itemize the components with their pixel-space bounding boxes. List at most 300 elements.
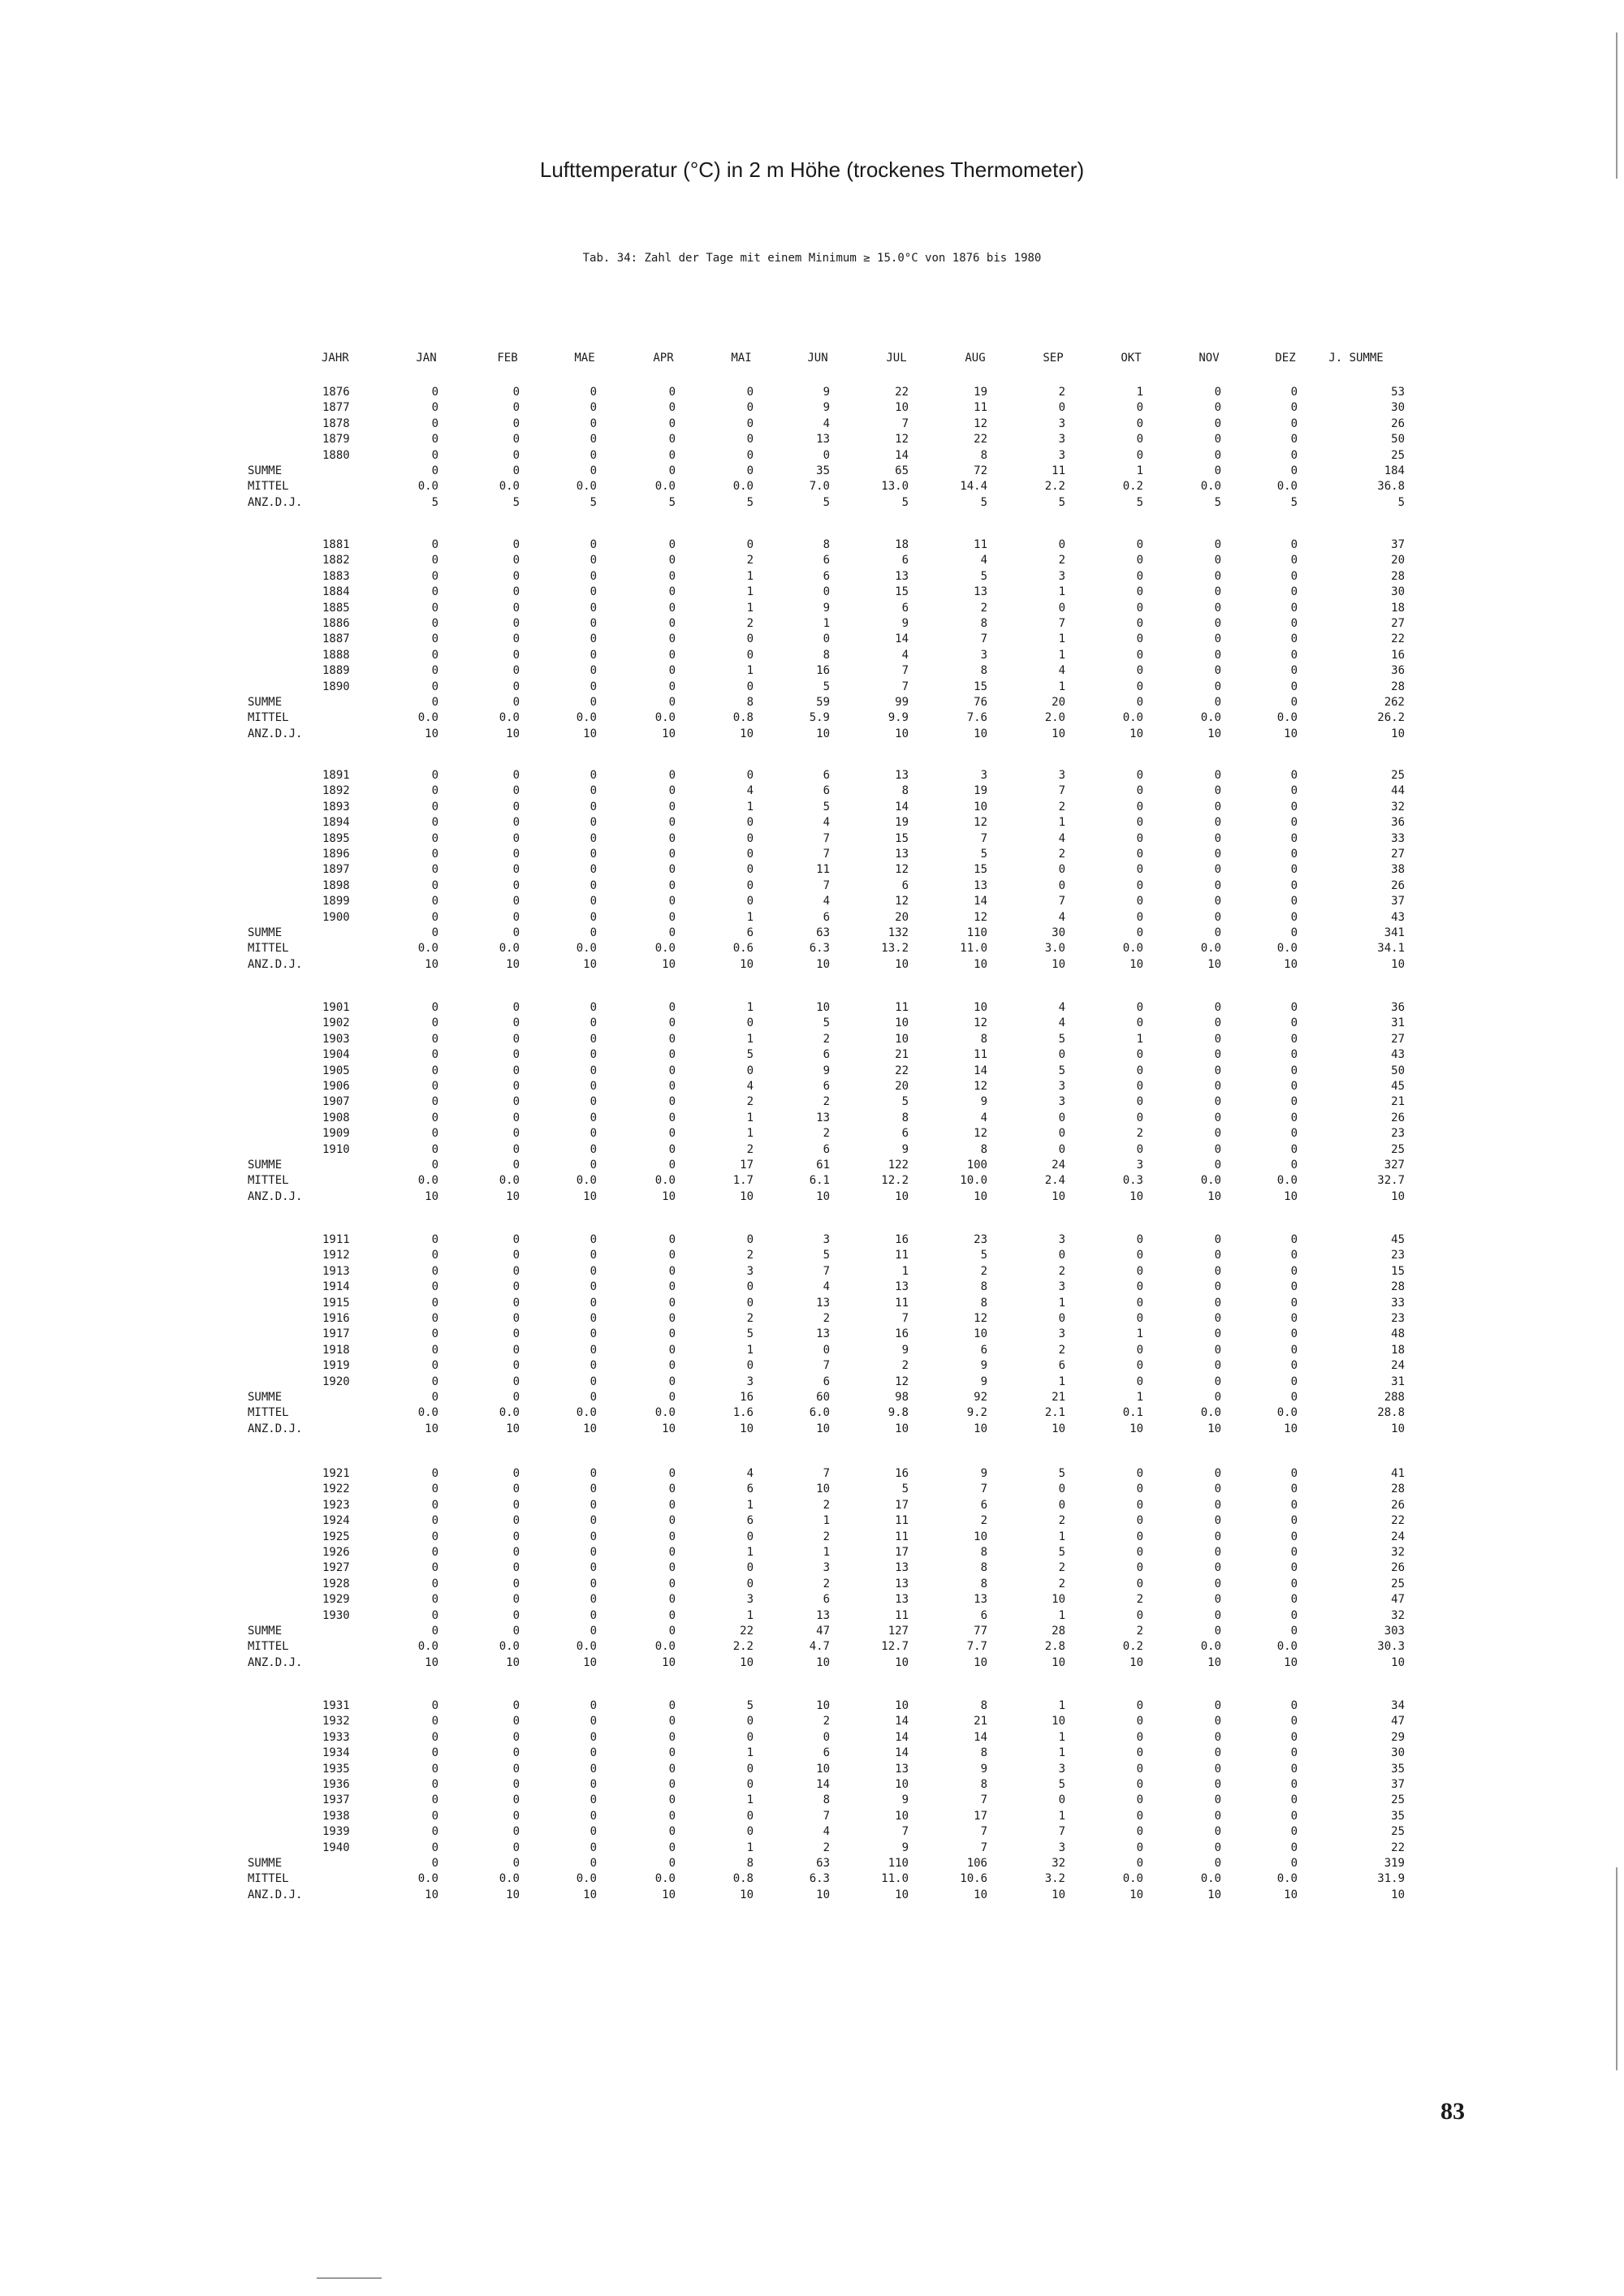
table-cell: 0 <box>1290 401 1298 415</box>
table-cell: 25 <box>1391 1793 1405 1807</box>
table-cell: 0 <box>1290 1048 1298 1062</box>
table-cell: 10 <box>1284 1422 1298 1435</box>
table-cell: 0 <box>590 1809 597 1823</box>
table-cell: 5 <box>1058 1778 1065 1791</box>
table-cell: 9 <box>823 401 830 415</box>
table-cell: 0 <box>1136 1095 1143 1109</box>
table-cell: 1 <box>746 569 754 583</box>
table-cell: 30.3 <box>1377 1640 1405 1654</box>
table-cell: 0 <box>431 1064 438 1077</box>
column-header: MAE <box>574 352 595 365</box>
table-cell: 122 <box>888 1159 909 1172</box>
table-cell: 10 <box>662 1422 676 1435</box>
table-cell: 0 <box>1136 831 1143 845</box>
table-cell: 98 <box>895 1391 909 1404</box>
table-cell: 0 <box>1214 1159 1221 1172</box>
table-cell: 0 <box>431 895 438 908</box>
table-cell: 5 <box>823 1249 830 1262</box>
table-cell: 3 <box>1058 1080 1065 1093</box>
table-cell: 10 <box>1207 727 1221 740</box>
table-cell: 0 <box>590 1546 597 1559</box>
table-cell: 0 <box>746 1715 754 1728</box>
table-cell: 2 <box>1058 1264 1065 1278</box>
table-cell: 7 <box>823 848 830 861</box>
table-cell: 10 <box>816 1001 830 1014</box>
table-cell: 14 <box>974 1730 987 1744</box>
table-cell: 0 <box>431 1343 438 1357</box>
table-cell: 50 <box>1391 1064 1405 1077</box>
table-cell: 12 <box>974 1312 987 1325</box>
table-cell: 30 <box>1391 585 1405 599</box>
table-cell: 0 <box>1136 1514 1143 1528</box>
table-cell: 0 <box>1290 585 1298 599</box>
table-cell: 12.7 <box>881 1640 909 1654</box>
table-cell: 0 <box>1214 1249 1221 1262</box>
table-cell: 0 <box>431 784 438 798</box>
table-cell: 0 <box>668 1825 676 1839</box>
table-cell: 28 <box>1391 1482 1405 1496</box>
table-cell: 28 <box>1391 569 1405 583</box>
table-cell: 7 <box>901 416 909 430</box>
table-cell: 0.0 <box>1200 1406 1221 1420</box>
table-cell: 9.8 <box>888 1406 909 1420</box>
year-label: 1919 <box>322 1359 350 1373</box>
table-cell: 0 <box>1058 401 1065 415</box>
table-cell: 0 <box>668 926 676 939</box>
table-cell: 0 <box>746 769 754 782</box>
table-cell: 0 <box>512 1746 520 1760</box>
table-cell: 0 <box>512 648 520 662</box>
table-cell: 0.1 <box>1122 1406 1143 1420</box>
table-cell: 8 <box>901 784 909 798</box>
table-cell: 0.0 <box>499 480 520 494</box>
table-cell: 0 <box>590 386 597 399</box>
table-cell: 21 <box>974 1715 987 1728</box>
table-cell: 0 <box>746 878 754 892</box>
table-cell: 3 <box>746 1375 754 1388</box>
table-cell: 0 <box>590 1793 597 1807</box>
table-cell: 5 <box>901 495 909 509</box>
table-cell: 0 <box>1136 1825 1143 1839</box>
table-cell: 0 <box>431 1280 438 1294</box>
year-label: 1899 <box>322 895 350 908</box>
table-cell: 10 <box>895 1016 909 1030</box>
table-cell: 8 <box>980 1778 987 1791</box>
table-cell: 0 <box>590 416 597 430</box>
table-cell: 0 <box>590 1343 597 1357</box>
table-cell: 1 <box>1136 386 1143 399</box>
table-cell: 10 <box>506 727 520 740</box>
table-cell: 0.0 <box>1200 942 1221 956</box>
year-label: 1932 <box>322 1715 350 1728</box>
table-cell: 0 <box>1136 848 1143 861</box>
table-cell: 13 <box>895 1561 909 1575</box>
table-cell: 44 <box>1391 784 1405 798</box>
table-cell: 10 <box>895 1809 909 1823</box>
table-cell: 7 <box>1058 895 1065 908</box>
table-cell: 12 <box>974 816 987 830</box>
table-cell: 0 <box>1290 1841 1298 1854</box>
table-cell: 0 <box>1136 800 1143 814</box>
table-cell: 34.1 <box>1377 942 1405 956</box>
table-cell: 0 <box>431 1778 438 1791</box>
table-cell: 0 <box>431 1793 438 1807</box>
table-cell: 8 <box>980 1296 987 1310</box>
table-cell: 0 <box>431 1809 438 1823</box>
table-cell: 0.0 <box>417 1872 438 1886</box>
table-cell: 0 <box>1214 831 1221 845</box>
table-cell: 0 <box>668 1593 676 1607</box>
table-cell: 0 <box>1290 680 1298 693</box>
table-cell: 3 <box>1058 569 1065 583</box>
table-cell: 0 <box>1290 1359 1298 1373</box>
year-label: 1894 <box>322 816 350 830</box>
table-cell: 0 <box>668 433 676 447</box>
table-cell: 2 <box>1058 848 1065 861</box>
table-cell: 10 <box>1284 1189 1298 1203</box>
table-cell: 0 <box>590 1857 597 1870</box>
table-cell: 0 <box>1136 664 1143 678</box>
table-cell: 1 <box>1058 1296 1065 1310</box>
table-cell: 0 <box>431 1016 438 1030</box>
table-cell: 0 <box>1290 1746 1298 1760</box>
table-cell: 2.2 <box>732 1640 754 1654</box>
table-cell: 3 <box>746 1593 754 1607</box>
table-cell: 0 <box>431 1095 438 1109</box>
table-cell: 0 <box>512 1561 520 1575</box>
table-cell: 6 <box>746 1514 754 1528</box>
table-cell: 0.0 <box>499 711 520 725</box>
table-cell: 0 <box>668 1778 676 1791</box>
table-cell: 8 <box>980 1546 987 1559</box>
table-cell: 7 <box>980 1482 987 1496</box>
table-cell: 0 <box>512 878 520 892</box>
table-cell: 10 <box>1052 1189 1065 1203</box>
table-cell: 0 <box>431 800 438 814</box>
year-label: 1880 <box>322 448 350 462</box>
table-cell: 0 <box>1290 538 1298 551</box>
table-cell: 10 <box>425 1189 438 1203</box>
year-label: 1895 <box>322 831 350 845</box>
table-cell: 6 <box>823 1746 830 1760</box>
table-cell: 38 <box>1391 863 1405 877</box>
table-cell: 0 <box>746 895 754 908</box>
table-cell: 0 <box>1214 926 1221 939</box>
table-cell: 0 <box>746 848 754 861</box>
table-cell: 11 <box>895 1530 909 1543</box>
table-cell: 0 <box>1214 1064 1221 1077</box>
table-cell: 6.1 <box>809 1174 830 1188</box>
table-cell: 0 <box>1214 1111 1221 1124</box>
table-cell: 13 <box>895 1762 909 1776</box>
table-cell: 0 <box>512 1264 520 1278</box>
summary-label: MITTEL <box>248 480 289 494</box>
table-cell: 6 <box>746 1482 754 1496</box>
year-label: 1920 <box>322 1375 350 1388</box>
table-cell: 0 <box>823 448 830 462</box>
table-cell: 0 <box>431 1391 438 1404</box>
table-cell: 0 <box>668 601 676 615</box>
table-cell: 0 <box>512 1142 520 1156</box>
table-cell: 0.0 <box>417 942 438 956</box>
table-cell: 0 <box>668 648 676 662</box>
table-cell: 0 <box>668 464 676 477</box>
table-cell: 0 <box>590 1482 597 1496</box>
table-cell: 7 <box>980 1825 987 1839</box>
year-label: 1893 <box>322 800 350 814</box>
table-cell: 76 <box>974 696 987 709</box>
table-cell: 0 <box>1290 386 1298 399</box>
table-cell: 3 <box>1058 1095 1065 1109</box>
table-cell: 14 <box>974 895 987 908</box>
table-cell: 2 <box>823 1032 830 1046</box>
table-cell: 0 <box>1058 1111 1065 1124</box>
table-cell: 0 <box>1136 1699 1143 1712</box>
table-cell: 8 <box>980 1699 987 1712</box>
table-cell: 0.0 <box>1276 942 1298 956</box>
table-cell: 10 <box>816 957 830 971</box>
year-label: 1923 <box>322 1498 350 1512</box>
table-cell: 0 <box>1136 1467 1143 1480</box>
year-label: 1905 <box>322 1064 350 1077</box>
table-cell: 0 <box>512 664 520 678</box>
table-cell: 10 <box>1284 1888 1298 1901</box>
table-cell: 0.0 <box>499 1640 520 1654</box>
table-cell: 0 <box>746 416 754 430</box>
table-cell: 15 <box>1391 1264 1405 1278</box>
table-cell: 0 <box>512 1715 520 1728</box>
table-cell: 0 <box>431 632 438 646</box>
table-cell: 0 <box>431 1142 438 1156</box>
table-cell: 0 <box>1214 585 1221 599</box>
table-cell: 10 <box>816 1189 830 1203</box>
table-cell: 0 <box>590 848 597 861</box>
table-cell: 5 <box>1290 495 1298 509</box>
year-label: 1891 <box>322 769 350 782</box>
table-cell: 9 <box>901 1142 909 1156</box>
table-cell: 0 <box>512 769 520 782</box>
table-cell: 5 <box>823 495 830 509</box>
table-cell: 63 <box>816 1857 830 1870</box>
table-cell: 0 <box>1214 1746 1221 1760</box>
table-cell: 0 <box>512 1482 520 1496</box>
table-cell: 6 <box>980 1343 987 1357</box>
table-cell: 0 <box>1214 1561 1221 1575</box>
table-cell: 0 <box>590 863 597 877</box>
table-cell: 31 <box>1391 1016 1405 1030</box>
table-cell: 0 <box>431 1561 438 1575</box>
table-cell: 0.0 <box>417 1640 438 1654</box>
table-cell: 0 <box>746 448 754 462</box>
table-cell: 0 <box>1290 1095 1298 1109</box>
table-cell: 0 <box>1214 1391 1221 1404</box>
table-cell: 2 <box>823 1715 830 1728</box>
table-cell: 35 <box>816 464 830 477</box>
table-cell: 0 <box>1290 1699 1298 1712</box>
table-cell: 0 <box>1290 1498 1298 1512</box>
table-cell: 63 <box>816 926 830 939</box>
table-cell: 0 <box>512 696 520 709</box>
table-cell: 11 <box>895 1296 909 1310</box>
table-cell: 0 <box>512 1730 520 1744</box>
table-cell: 0 <box>823 632 830 646</box>
year-label: 1881 <box>322 538 350 551</box>
table-cell: 319 <box>1384 1857 1405 1870</box>
summary-label: MITTEL <box>248 1640 289 1654</box>
table-cell: 5 <box>901 1095 909 1109</box>
table-cell: 22 <box>740 1625 754 1638</box>
table-cell: 6 <box>901 554 909 568</box>
table-cell: 10 <box>895 1189 909 1203</box>
table-cell: 0.0 <box>576 480 597 494</box>
table-cell: 7 <box>823 1467 830 1480</box>
table-cell: 0 <box>1136 401 1143 415</box>
year-label: 1900 <box>322 910 350 924</box>
table-cell: 0 <box>512 848 520 861</box>
table-cell: 0 <box>1136 895 1143 908</box>
table-cell: 33 <box>1391 831 1405 845</box>
table-cell: 0 <box>1214 448 1221 462</box>
table-cell: 0 <box>431 1233 438 1246</box>
summary-label: ANZ.D.J. <box>248 727 303 740</box>
table-cell: 5 <box>746 1327 754 1341</box>
table-cell: 30 <box>1391 401 1405 415</box>
table-cell: 10 <box>895 1888 909 1901</box>
year-label: 1916 <box>322 1312 350 1325</box>
table-cell: 0 <box>746 1561 754 1575</box>
table-cell: 13 <box>974 1593 987 1607</box>
table-cell: 0 <box>746 863 754 877</box>
table-cell: 10 <box>740 727 754 740</box>
table-cell: 15 <box>895 831 909 845</box>
table-cell: 0 <box>1136 1857 1143 1870</box>
table-cell: 0 <box>746 401 754 415</box>
table-cell: 4.7 <box>809 1640 830 1654</box>
year-label: 1930 <box>322 1608 350 1622</box>
table-cell: 19 <box>974 784 987 798</box>
column-header: FEB <box>497 352 518 365</box>
table-cell: 0 <box>590 448 597 462</box>
table-cell: 3 <box>980 648 987 662</box>
table-cell: 0 <box>512 1280 520 1294</box>
table-cell: 22 <box>1391 1841 1405 1854</box>
table-cell: 7.6 <box>966 711 987 725</box>
table-cell: 3 <box>1058 769 1065 782</box>
table-cell: 10.6 <box>960 1872 987 1886</box>
table-cell: 32 <box>1391 1608 1405 1622</box>
table-cell: 22 <box>895 1064 909 1077</box>
table-cell: 0 <box>431 1546 438 1559</box>
table-cell: 0 <box>431 1699 438 1712</box>
column-header: JAN <box>416 352 437 365</box>
table-cell: 0 <box>431 1730 438 1744</box>
year-label: 1927 <box>322 1561 350 1575</box>
table-cell: 13.0 <box>881 480 909 494</box>
table-cell: 0.0 <box>576 1174 597 1188</box>
table-cell: 0.8 <box>732 711 754 725</box>
table-cell: 0 <box>1290 926 1298 939</box>
table-cell: 8 <box>980 448 987 462</box>
table-cell: 10 <box>506 1422 520 1435</box>
table-cell: 0.0 <box>417 480 438 494</box>
table-cell: 24 <box>1391 1359 1405 1373</box>
table-cell: 6 <box>823 784 830 798</box>
table-cell: 1 <box>746 1841 754 1854</box>
table-cell: 7 <box>980 1793 987 1807</box>
table-cell: 0.0 <box>654 1406 676 1420</box>
table-cell: 0.0 <box>1200 1872 1221 1886</box>
column-header: DEZ <box>1275 352 1296 365</box>
table-cell: 13 <box>895 1577 909 1590</box>
table-cell: 0 <box>590 1699 597 1712</box>
table-cell: 1.6 <box>732 1406 754 1420</box>
table-cell: 24 <box>1052 1159 1065 1172</box>
table-cell: 0 <box>1136 926 1143 939</box>
table-cell: 10 <box>740 1189 754 1203</box>
table-cell: 16 <box>740 1391 754 1404</box>
table-cell: 10 <box>816 1482 830 1496</box>
table-cell: 7 <box>901 1312 909 1325</box>
table-cell: 0 <box>512 1825 520 1839</box>
table-cell: 0 <box>1214 863 1221 877</box>
table-cell: 0 <box>431 448 438 462</box>
table-cell: 0 <box>431 1359 438 1373</box>
table-cell: 2.2 <box>1044 480 1065 494</box>
table-cell: 0 <box>1136 1312 1143 1325</box>
table-cell: 8 <box>980 1032 987 1046</box>
table-cell: 1 <box>823 617 830 630</box>
table-cell: 0 <box>512 1498 520 1512</box>
table-cell: 0 <box>1290 1016 1298 1030</box>
table-cell: 0 <box>1136 1233 1143 1246</box>
table-cell: 7 <box>901 664 909 678</box>
table-cell: 5.9 <box>809 711 830 725</box>
year-label: 1897 <box>322 863 350 877</box>
table-cell: 0 <box>590 1625 597 1638</box>
table-cell: 0.0 <box>576 1640 597 1654</box>
table-cell: 3 <box>980 769 987 782</box>
table-cell: 13 <box>895 1593 909 1607</box>
table-cell: 0 <box>668 1561 676 1575</box>
table-cell: 7 <box>823 1264 830 1278</box>
table-cell: 0 <box>1214 1142 1221 1156</box>
table-cell: 4 <box>746 1080 754 1093</box>
table-cell: 6.3 <box>809 1872 830 1886</box>
table-cell: 5 <box>1058 1032 1065 1046</box>
table-cell: 32.7 <box>1377 1174 1405 1188</box>
table-cell: 0 <box>431 696 438 709</box>
table-cell: 2 <box>823 1095 830 1109</box>
table-cell: 0 <box>668 680 676 693</box>
table-cell: 0 <box>512 1296 520 1310</box>
table-cell: 0 <box>1214 696 1221 709</box>
year-label: 1892 <box>322 784 350 798</box>
table-cell: 0 <box>1290 1809 1298 1823</box>
table-cell: 8 <box>980 617 987 630</box>
table-cell: 29 <box>1391 1730 1405 1744</box>
table-cell: 1 <box>746 1546 754 1559</box>
table-cell: 0 <box>746 1809 754 1823</box>
table-cell: 0 <box>590 1825 597 1839</box>
table-cell: 47 <box>1391 1715 1405 1728</box>
table-cell: 0.0 <box>417 1174 438 1188</box>
table-cell: 0 <box>1214 386 1221 399</box>
table-cell: 0 <box>1290 1249 1298 1262</box>
table-cell: 77 <box>974 1625 987 1638</box>
table-cell: 9 <box>980 1762 987 1776</box>
table-cell: 0 <box>1290 1312 1298 1325</box>
table-cell: 0 <box>668 1001 676 1014</box>
